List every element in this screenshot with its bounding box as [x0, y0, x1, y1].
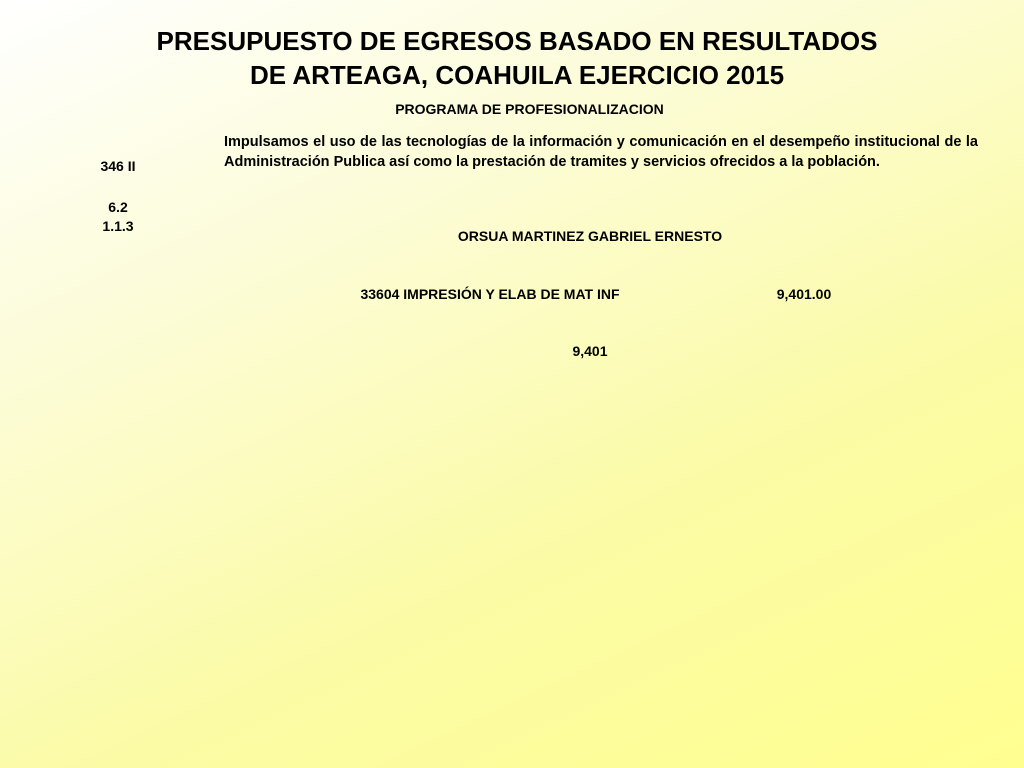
program-description: Impulsamos el uso de las tecnologías de la información y comunicación en el desempeño institucional de la Administración Publica así como la prestación de tramites y servicios ofrecidos a la población.	[224, 134, 978, 170]
document-title-line-1: PRESUPUESTO DE EGRESOS BASADO EN RESULTADOS	[156, 26, 878, 56]
document-title-line-2: DE ARTEAGA, COAHUILA EJERCICIO 2015	[249, 60, 785, 90]
code-line: 1.1.3	[102, 218, 134, 234]
budget-item-amount: 9,401.00	[776, 286, 832, 302]
code-article: 346 II	[100, 158, 136, 174]
budget-item-label: 33604 IMPRESIÓN Y ELAB DE MAT INF	[360, 286, 620, 302]
responsible-person: ORSUA MARTINEZ GABRIEL ERNESTO	[457, 228, 723, 244]
budget-total: 9,401	[572, 343, 608, 359]
code-axis: 6.2	[108, 199, 128, 215]
program-name: PROGRAMA DE PROFESIONALIZACION	[395, 101, 664, 117]
